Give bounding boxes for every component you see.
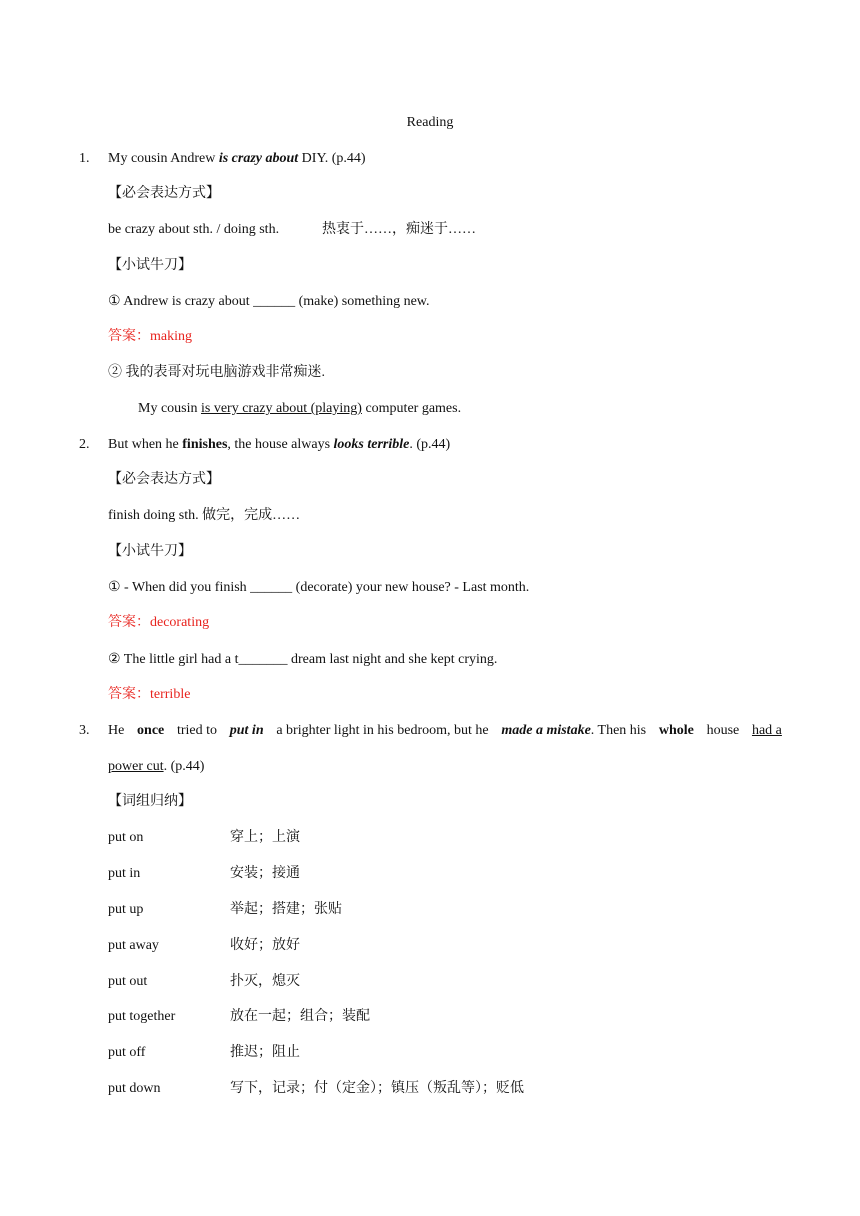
exercise-answer: 答案：terrible	[108, 687, 191, 702]
section-heading: 【小试牛刀】	[108, 544, 192, 559]
expression-chinese: 热衷于……，痴迷于……	[322, 222, 476, 237]
sentence-text: My cousin	[138, 401, 201, 416]
exercise-answer: 答案：making	[108, 329, 192, 344]
section-heading: 【词组归纳】	[108, 794, 192, 809]
item-number: 1.	[79, 151, 90, 166]
phrase-term: put on	[108, 830, 144, 845]
phrase-term: put out	[108, 974, 148, 989]
phrase-term: put in	[108, 866, 141, 881]
sentence-text: He	[108, 723, 125, 738]
exercise-question: ① - When did you finish ______ (decorate) your new house? - Last month.	[108, 580, 530, 595]
section-heading: 【必会表达方式】	[108, 472, 220, 487]
item-sentence	[108, 722, 782, 740]
phrase-term: put together	[108, 1009, 176, 1024]
section-heading: 【小试牛刀】	[108, 258, 192, 273]
underlined-phrase: power cut	[108, 759, 164, 774]
exercise-answer: 答案：decorating	[108, 615, 210, 630]
phrase-term: put away	[108, 938, 159, 953]
phrase-term: put off	[108, 1045, 146, 1060]
expression-english: be crazy about sth. / doing sth.	[108, 222, 280, 237]
item-number: 3.	[79, 723, 90, 738]
sentence-text: a brighter light in his bedroom, but he	[276, 723, 489, 738]
sentence-text: My cousin Andrew	[108, 151, 219, 166]
phrase-meaning: 安装；接通	[230, 866, 300, 881]
sentence-text: . (p.44)	[409, 437, 451, 452]
key-phrase: is crazy about	[218, 151, 299, 166]
key-word: whole	[658, 723, 694, 738]
phrase-meaning: 穿上；上演	[230, 830, 300, 845]
key-phrase: made a mistake	[501, 723, 591, 738]
expression: finish doing sth. 做完，完成……	[108, 508, 301, 523]
item-sentence-continued	[108, 758, 204, 776]
sentence-text: computer games.	[361, 401, 462, 416]
section-heading: 【必会表达方式】	[108, 186, 220, 201]
key-word: finishes	[182, 437, 228, 452]
underlined-answer: is very crazy about (playing)	[201, 401, 362, 416]
phrase-meaning: 扑灭，熄灭	[230, 974, 300, 989]
phrase-meaning: 写下，记录；付（定金）；镇压（叛乱等）；贬低	[230, 1081, 524, 1096]
key-phrase: put in	[229, 723, 264, 738]
item-sentence	[108, 436, 450, 454]
underlined-phrase: had a	[751, 723, 782, 738]
exercise-answer-sentence	[138, 400, 461, 418]
phrase-meaning: 举起；搭建；张贴	[230, 902, 342, 917]
phrase-meaning: 收好；放好	[230, 938, 300, 953]
exercise-question: ① Andrew is crazy about ______ (make) something new.	[108, 294, 430, 309]
item-sentence	[108, 150, 366, 168]
key-word: once	[137, 723, 165, 738]
phrase-term: put down	[108, 1081, 161, 1096]
page-title: Reading	[406, 115, 454, 130]
sentence-text: house	[706, 723, 740, 738]
sentence-text: , the house always	[227, 437, 334, 452]
sentence-text: tried to	[176, 723, 218, 738]
sentence-text: DIY. (p.44)	[298, 151, 366, 166]
phrase-meaning: 推迟；阻止	[230, 1045, 300, 1060]
phrase-meaning: 放在一起；组合；装配	[230, 1009, 370, 1024]
sentence-text: . Then his	[590, 723, 647, 738]
phrase-term: put up	[108, 902, 144, 917]
sentence-text: . (p.44)	[163, 759, 205, 774]
item-number: 2.	[79, 437, 90, 452]
exercise-question: ② The little girl had a t_______ dream last night and she kept crying.	[108, 652, 498, 667]
exercise-question: ② 我的表哥对玩电脑游戏非常痴迷.	[108, 365, 325, 380]
key-phrase: looks terrible	[333, 437, 410, 452]
sentence-text: But when he	[108, 437, 183, 452]
